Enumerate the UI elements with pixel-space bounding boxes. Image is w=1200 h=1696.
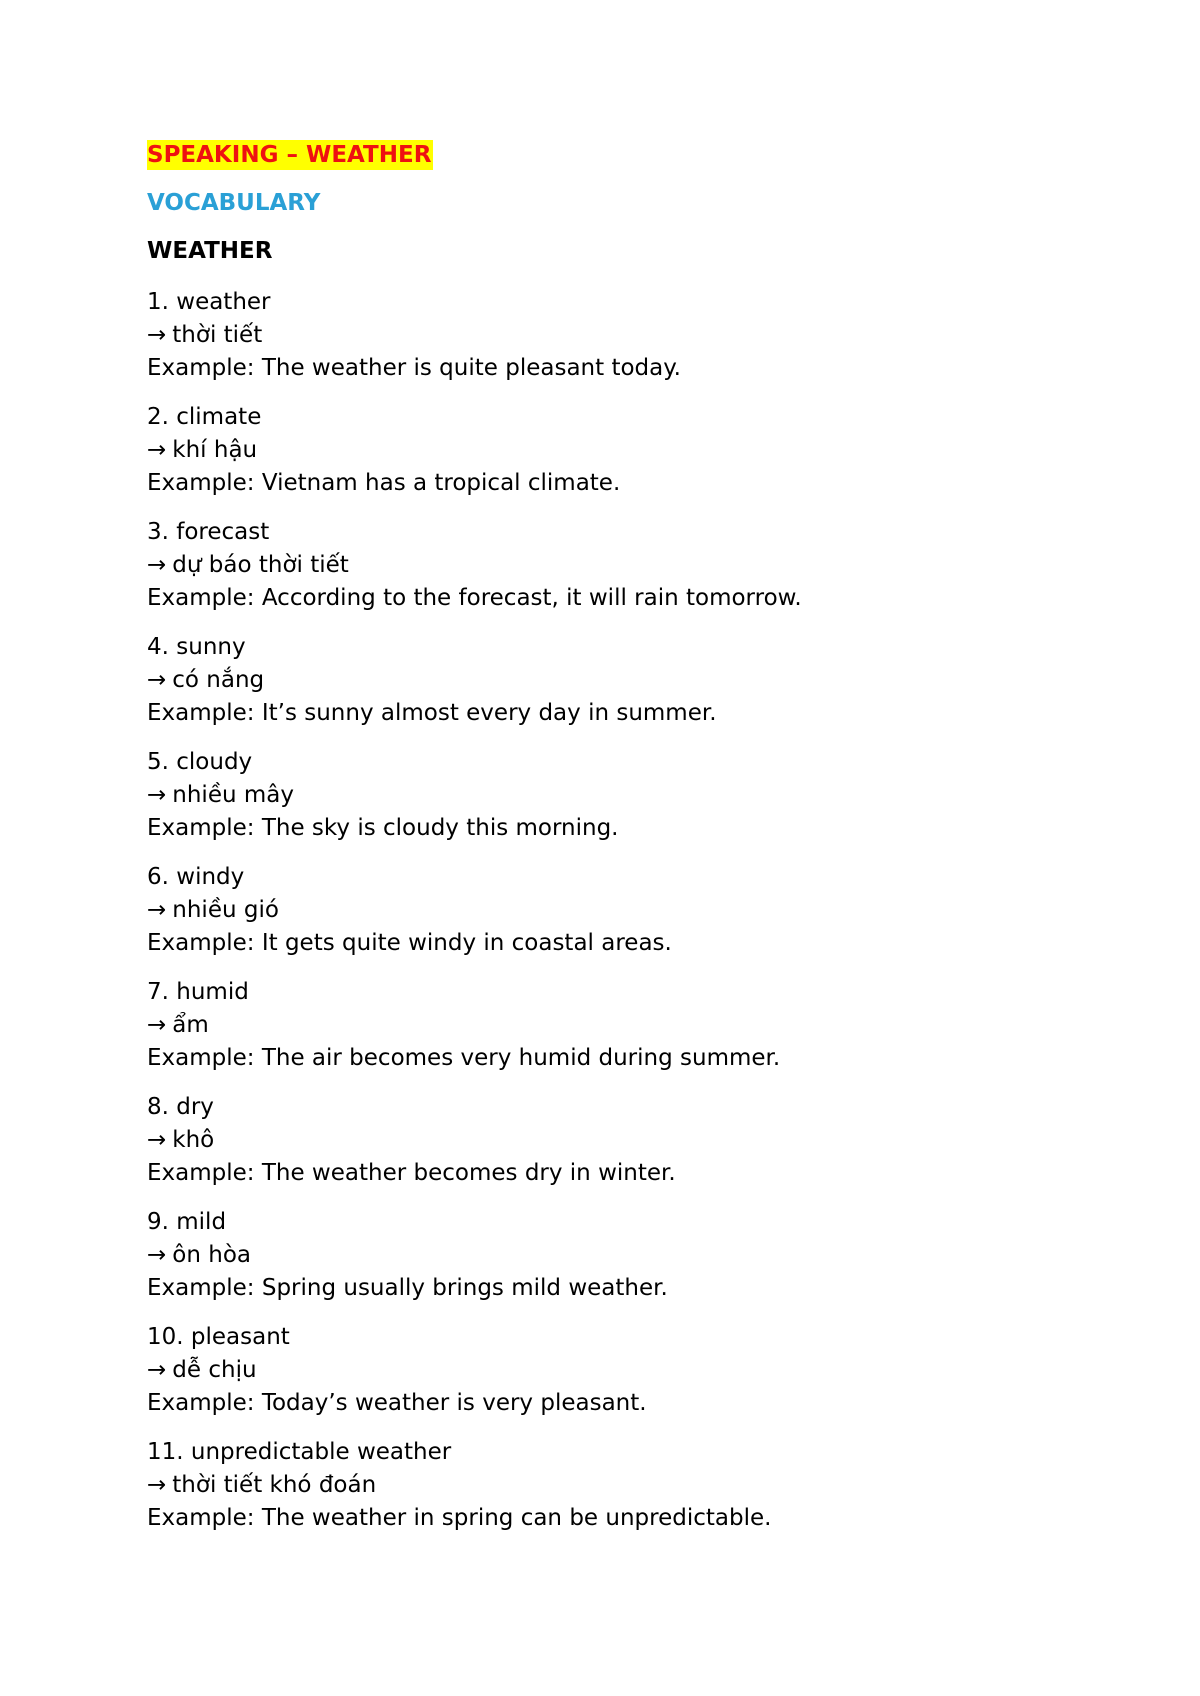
vocab-item [147, 976, 1127, 1075]
vocab-meaning-line [147, 1354, 1127, 1387]
arrow-right-icon: → [147, 552, 167, 578]
vocab-term: 2. climate [147, 404, 262, 430]
vocab-example: Example: According to the forecast, it will rain tomorrow. [147, 585, 802, 611]
arrow-right-icon: → [147, 667, 167, 693]
vocab-term: 5. cloudy [147, 749, 253, 775]
vocab-item [147, 1321, 1127, 1420]
vocab-meaning-line [147, 319, 1127, 352]
vocab-term: 7. humid [147, 979, 249, 1005]
vocab-meaning: dễ chịu [172, 1357, 257, 1383]
sub-heading-weather: WEATHER [147, 238, 273, 264]
vocab-example: Example: Vietnam has a tropical climate. [147, 470, 621, 496]
vocab-term: 11. unpredictable weather [147, 1439, 452, 1465]
vocab-meaning-line [147, 434, 1127, 467]
vocab-term: 3. forecast [147, 519, 270, 545]
vocab-item [147, 631, 1127, 730]
vocab-meaning: khí hậu [172, 437, 258, 463]
vocab-meaning-line [147, 549, 1127, 582]
vocab-meaning: nhiều gió [172, 897, 279, 923]
vocab-item [147, 516, 1127, 615]
vocab-meaning: thời tiết khó đoán [172, 1472, 377, 1498]
vocab-meaning: ẩm [172, 1012, 209, 1038]
arrow-right-icon: → [147, 437, 167, 463]
vocabulary-list [147, 286, 1127, 1535]
vocab-term: 1. weather [147, 289, 271, 315]
vocab-meaning-line [147, 664, 1127, 697]
vocab-meaning: khô [172, 1127, 215, 1153]
vocab-meaning-line [147, 1009, 1127, 1042]
vocab-meaning-line [147, 894, 1127, 927]
vocab-meaning-line [147, 1124, 1127, 1157]
arrow-right-icon: → [147, 1012, 167, 1038]
vocab-example: Example: The air becomes very humid during summer. [147, 1045, 781, 1071]
vocab-meaning: nhiều mây [172, 782, 294, 808]
vocab-meaning: ôn hòa [172, 1242, 251, 1268]
vocab-meaning: có nắng [172, 667, 265, 693]
vocab-example: Example: The sky is cloudy this morning. [147, 815, 619, 841]
vocab-item [147, 746, 1127, 845]
vocab-term: 10. pleasant [147, 1324, 290, 1350]
vocab-meaning-line [147, 779, 1127, 812]
document-title: SPEAKING – WEATHER [147, 142, 432, 168]
vocab-example: Example: It’s sunny almost every day in summer. [147, 700, 717, 726]
vocab-item [147, 1091, 1127, 1190]
title-row [147, 140, 1127, 170]
arrow-right-icon: → [147, 897, 167, 923]
vocab-item [147, 286, 1127, 385]
vocab-item [147, 1436, 1127, 1535]
section-heading-vocabulary: VOCABULARY [147, 190, 321, 216]
vocab-example: Example: It gets quite windy in coastal areas. [147, 930, 672, 956]
vocab-meaning-line [147, 1469, 1127, 1502]
arrow-right-icon: → [147, 1127, 167, 1153]
arrow-right-icon: → [147, 782, 167, 808]
vocab-item [147, 861, 1127, 960]
vocab-item [147, 1206, 1127, 1305]
arrow-right-icon: → [147, 1472, 167, 1498]
vocab-term: 4. sunny [147, 634, 246, 660]
document-page [147, 140, 1127, 1551]
vocab-example: Example: The weather becomes dry in winter. [147, 1160, 676, 1186]
vocab-meaning-line [147, 1239, 1127, 1272]
vocab-term: 9. mild [147, 1209, 227, 1235]
vocab-example: Example: Today’s weather is very pleasant. [147, 1390, 647, 1416]
vocab-example: Example: The weather is quite pleasant today. [147, 355, 681, 381]
vocab-term: 8. dry [147, 1094, 214, 1120]
vocab-meaning: dự báo thời tiết [172, 552, 349, 578]
arrow-right-icon: → [147, 1242, 167, 1268]
vocab-example: Example: Spring usually brings mild weather. [147, 1275, 668, 1301]
arrow-right-icon: → [147, 322, 167, 348]
arrow-right-icon: → [147, 1357, 167, 1383]
vocab-meaning: thời tiết [172, 322, 263, 348]
vocab-example: Example: The weather in spring can be unpredictable. [147, 1505, 772, 1531]
vocab-term: 6. windy [147, 864, 245, 890]
vocab-item [147, 401, 1127, 500]
